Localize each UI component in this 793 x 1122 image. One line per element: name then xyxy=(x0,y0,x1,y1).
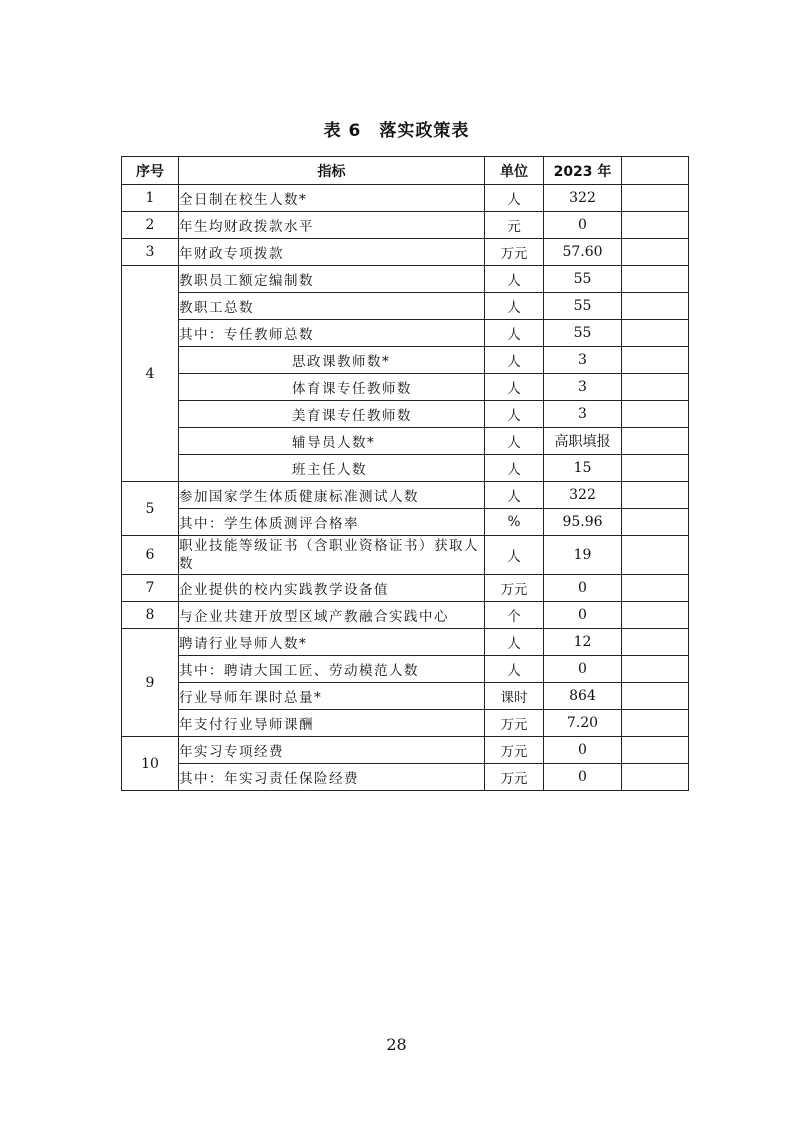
row-extra xyxy=(622,737,689,764)
row-unit: % xyxy=(485,509,544,536)
table-row xyxy=(122,212,689,239)
row-extra xyxy=(622,482,689,509)
row-value: 3 xyxy=(544,347,622,374)
row-indicator: 聘请行业导师人数* xyxy=(179,629,485,656)
row-extra xyxy=(622,536,689,575)
row-unit: 人 xyxy=(485,185,544,212)
row-value: 7.20 xyxy=(544,710,622,737)
row-unit: 万元 xyxy=(485,575,544,602)
row-extra xyxy=(622,575,689,602)
row-indicator: 年实习专项经费 xyxy=(179,737,485,764)
row-seq: 9 xyxy=(122,629,179,737)
row-seq: 5 xyxy=(122,482,179,536)
table-row xyxy=(122,347,689,374)
table-row xyxy=(122,239,689,266)
row-unit: 人 xyxy=(485,320,544,347)
row-value: 12 xyxy=(544,629,622,656)
row-indicator: 教职工总数 xyxy=(179,293,485,320)
row-extra xyxy=(622,629,689,656)
row-extra xyxy=(622,185,689,212)
row-indicator: 年支付行业导师课酬 xyxy=(179,710,485,737)
row-value: 3 xyxy=(544,374,622,401)
row-value: 15 xyxy=(544,455,622,482)
row-unit: 人 xyxy=(485,428,544,455)
row-extra xyxy=(622,455,689,482)
table-row xyxy=(122,629,689,656)
row-value: 864 xyxy=(544,683,622,710)
row-unit: 元 xyxy=(485,212,544,239)
header-seq: 序号 xyxy=(122,157,179,185)
row-unit: 万元 xyxy=(485,737,544,764)
row-indicator: 行业导师年课时总量* xyxy=(179,683,485,710)
header-extra xyxy=(622,157,689,185)
table-row xyxy=(122,656,689,683)
header-unit: 单位 xyxy=(485,157,544,185)
row-value: 0 xyxy=(544,575,622,602)
table-title: 表 6 落实政策表 xyxy=(323,121,470,141)
row-indicator: 年财政专项拨款 xyxy=(179,239,485,266)
row-unit: 个 xyxy=(485,602,544,629)
table-row xyxy=(122,683,689,710)
row-unit: 人 xyxy=(485,455,544,482)
table-row xyxy=(122,710,689,737)
row-extra xyxy=(622,656,689,683)
row-extra xyxy=(622,293,689,320)
row-unit: 人 xyxy=(485,401,544,428)
row-unit: 课时 xyxy=(485,683,544,710)
row-indicator: 参加国家学生体质健康标准测试人数 xyxy=(179,482,485,509)
row-extra xyxy=(622,266,689,293)
row-value: 19 xyxy=(544,536,622,575)
row-unit: 万元 xyxy=(485,764,544,791)
row-unit: 万元 xyxy=(485,239,544,266)
row-indicator: 其中：年实习责任保险经费 xyxy=(179,764,485,791)
row-seq: 8 xyxy=(122,602,179,629)
row-unit: 人 xyxy=(485,536,544,575)
row-value: 322 xyxy=(544,185,622,212)
row-indicator: 其中：学生体质测评合格率 xyxy=(179,509,485,536)
row-indicator: 年生均财政拨款水平 xyxy=(179,212,485,239)
page-number: 28 xyxy=(386,1035,407,1054)
row-unit: 人 xyxy=(485,656,544,683)
row-indicator: 其中：聘请大国工匠、劳动模范人数 xyxy=(179,656,485,683)
table-row xyxy=(122,482,689,509)
row-unit: 人 xyxy=(485,482,544,509)
row-value: 95.96 xyxy=(544,509,622,536)
table-row xyxy=(122,509,689,536)
row-extra xyxy=(622,212,689,239)
table-row xyxy=(122,401,689,428)
table-row xyxy=(122,374,689,401)
row-seq: 2 xyxy=(122,212,179,239)
row-value: 55 xyxy=(544,320,622,347)
row-indicator: 职业技能等级证书（含职业资格证书）获取人数 xyxy=(179,536,485,575)
row-indicator: 教职员工额定编制数 xyxy=(179,266,485,293)
row-extra xyxy=(622,347,689,374)
row-unit: 人 xyxy=(485,629,544,656)
table-row xyxy=(122,602,689,629)
row-indicator: 全日制在校生人数* xyxy=(179,185,485,212)
row-extra xyxy=(622,509,689,536)
row-unit: 万元 xyxy=(485,710,544,737)
row-indicator: 美育课专任教师数 xyxy=(179,401,485,428)
row-indicator: 思政课教师数* xyxy=(179,347,485,374)
row-seq: 7 xyxy=(122,575,179,602)
row-value: 0 xyxy=(544,764,622,791)
row-value: 55 xyxy=(544,266,622,293)
table-row xyxy=(122,320,689,347)
row-extra xyxy=(622,239,689,266)
row-unit: 人 xyxy=(485,374,544,401)
row-indicator: 班主任人数 xyxy=(179,455,485,482)
row-value: 55 xyxy=(544,293,622,320)
row-value: 0 xyxy=(544,656,622,683)
table-row xyxy=(122,455,689,482)
row-extra xyxy=(622,401,689,428)
row-seq: 3 xyxy=(122,239,179,266)
row-seq: 6 xyxy=(122,536,179,575)
header-row xyxy=(122,157,689,185)
table-row xyxy=(122,764,689,791)
table-row xyxy=(122,428,689,455)
policy-table xyxy=(121,156,689,791)
table-row xyxy=(122,536,689,575)
header-year: 2023 年 xyxy=(544,157,622,185)
table-row xyxy=(122,185,689,212)
table-row xyxy=(122,266,689,293)
row-extra xyxy=(622,602,689,629)
row-unit: 人 xyxy=(485,266,544,293)
table-row xyxy=(122,575,689,602)
row-extra xyxy=(622,320,689,347)
row-seq: 10 xyxy=(122,737,179,791)
row-value: 高职填报 xyxy=(544,428,622,455)
row-extra xyxy=(622,683,689,710)
row-indicator: 企业提供的校内实践教学设备值 xyxy=(179,575,485,602)
row-extra xyxy=(622,374,689,401)
row-extra xyxy=(622,428,689,455)
table-row xyxy=(122,293,689,320)
row-extra xyxy=(622,710,689,737)
row-value: 0 xyxy=(544,737,622,764)
row-indicator: 其中：专任教师总数 xyxy=(179,320,485,347)
row-value: 57.60 xyxy=(544,239,622,266)
row-extra xyxy=(622,764,689,791)
row-unit: 人 xyxy=(485,347,544,374)
row-value: 0 xyxy=(544,212,622,239)
row-indicator: 与企业共建开放型区域产教融合实践中心 xyxy=(179,602,485,629)
row-value: 322 xyxy=(544,482,622,509)
row-indicator: 辅导员人数* xyxy=(179,428,485,455)
row-seq: 4 xyxy=(122,266,179,482)
table-row xyxy=(122,737,689,764)
row-value: 0 xyxy=(544,602,622,629)
row-indicator: 体育课专任教师数 xyxy=(179,374,485,401)
header-indicator: 指标 xyxy=(179,157,485,185)
row-seq: 1 xyxy=(122,185,179,212)
row-unit: 人 xyxy=(485,293,544,320)
row-value: 3 xyxy=(544,401,622,428)
